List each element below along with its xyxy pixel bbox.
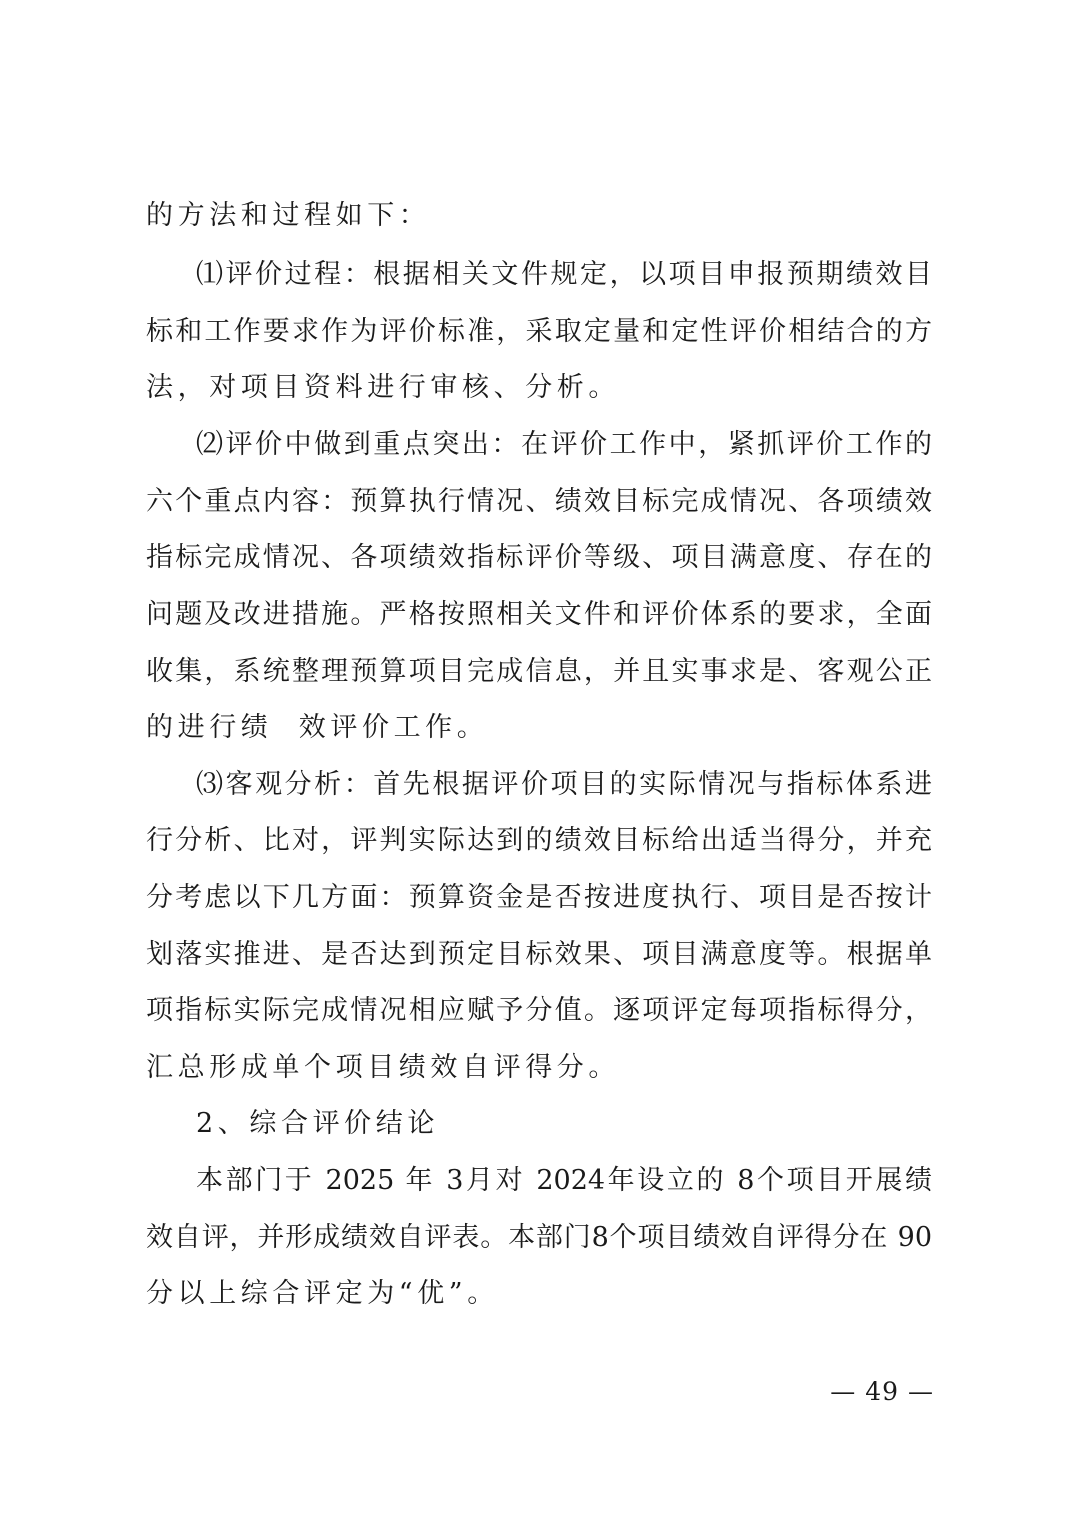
text-line: 汇总形成单个项目绩效自评得分。 xyxy=(146,1052,620,1083)
text-line: 法，对项目资料进行审核、分析。 xyxy=(146,372,620,403)
text-line: 行分析、比对，评判实际达到的绩效目标给出适当得分，并充 xyxy=(146,825,932,856)
section-heading: 2、综合评价结论 xyxy=(196,1108,439,1139)
text-line: 划落实推进、是否达到预定目标效果、项目满意度等。根据单 xyxy=(146,939,932,970)
text-line: 本部门于 2025 年 3月对 2024年设立的 8个项目开展绩 xyxy=(196,1165,932,1196)
text-line: 效自评，并形成绩效自评表。本部门8个项目绩效自评得分在 90 xyxy=(146,1222,932,1253)
text-line: 分考虑以下几方面：预算资金是否按进度执行、项目是否按计 xyxy=(146,882,932,913)
text-line: 六个重点内容：预算执行情况、绩效目标完成情况、各项绩效 xyxy=(146,486,932,517)
text-line: 分以上综合评定为“优”。 xyxy=(146,1278,499,1309)
page-number: — 49 — xyxy=(830,1377,934,1406)
text-line: 收集，系统整理预算项目完成信息，并且实事求是、客观公正 xyxy=(146,656,932,687)
text-line: 问题及改进措施。严格按照相关文件和评价体系的要求，全面 xyxy=(146,599,932,630)
text-line: 的进行绩 效评价工作。 xyxy=(146,712,489,743)
text-line: 项指标实际完成情况相应赋予分值。逐项评定每项指标得分， xyxy=(146,995,932,1026)
text-line: 标和工作要求作为评价标准，采取定量和定性评价相结合的方 xyxy=(146,316,932,347)
text-line: 指标完成情况、各项绩效指标评价等级、项目满意度、存在的 xyxy=(146,542,932,573)
text-line: ⑵评价中做到重点突出：在评价工作中，紧抓评价工作的 xyxy=(196,429,932,460)
text-line: ⑴评价过程：根据相关文件规定，以项目申报预期绩效目 xyxy=(196,259,932,290)
text-line: ⑶客观分析：首先根据评价项目的实际情况与指标体系进 xyxy=(196,769,932,800)
text-line: 的方法和过程如下： xyxy=(146,200,431,231)
